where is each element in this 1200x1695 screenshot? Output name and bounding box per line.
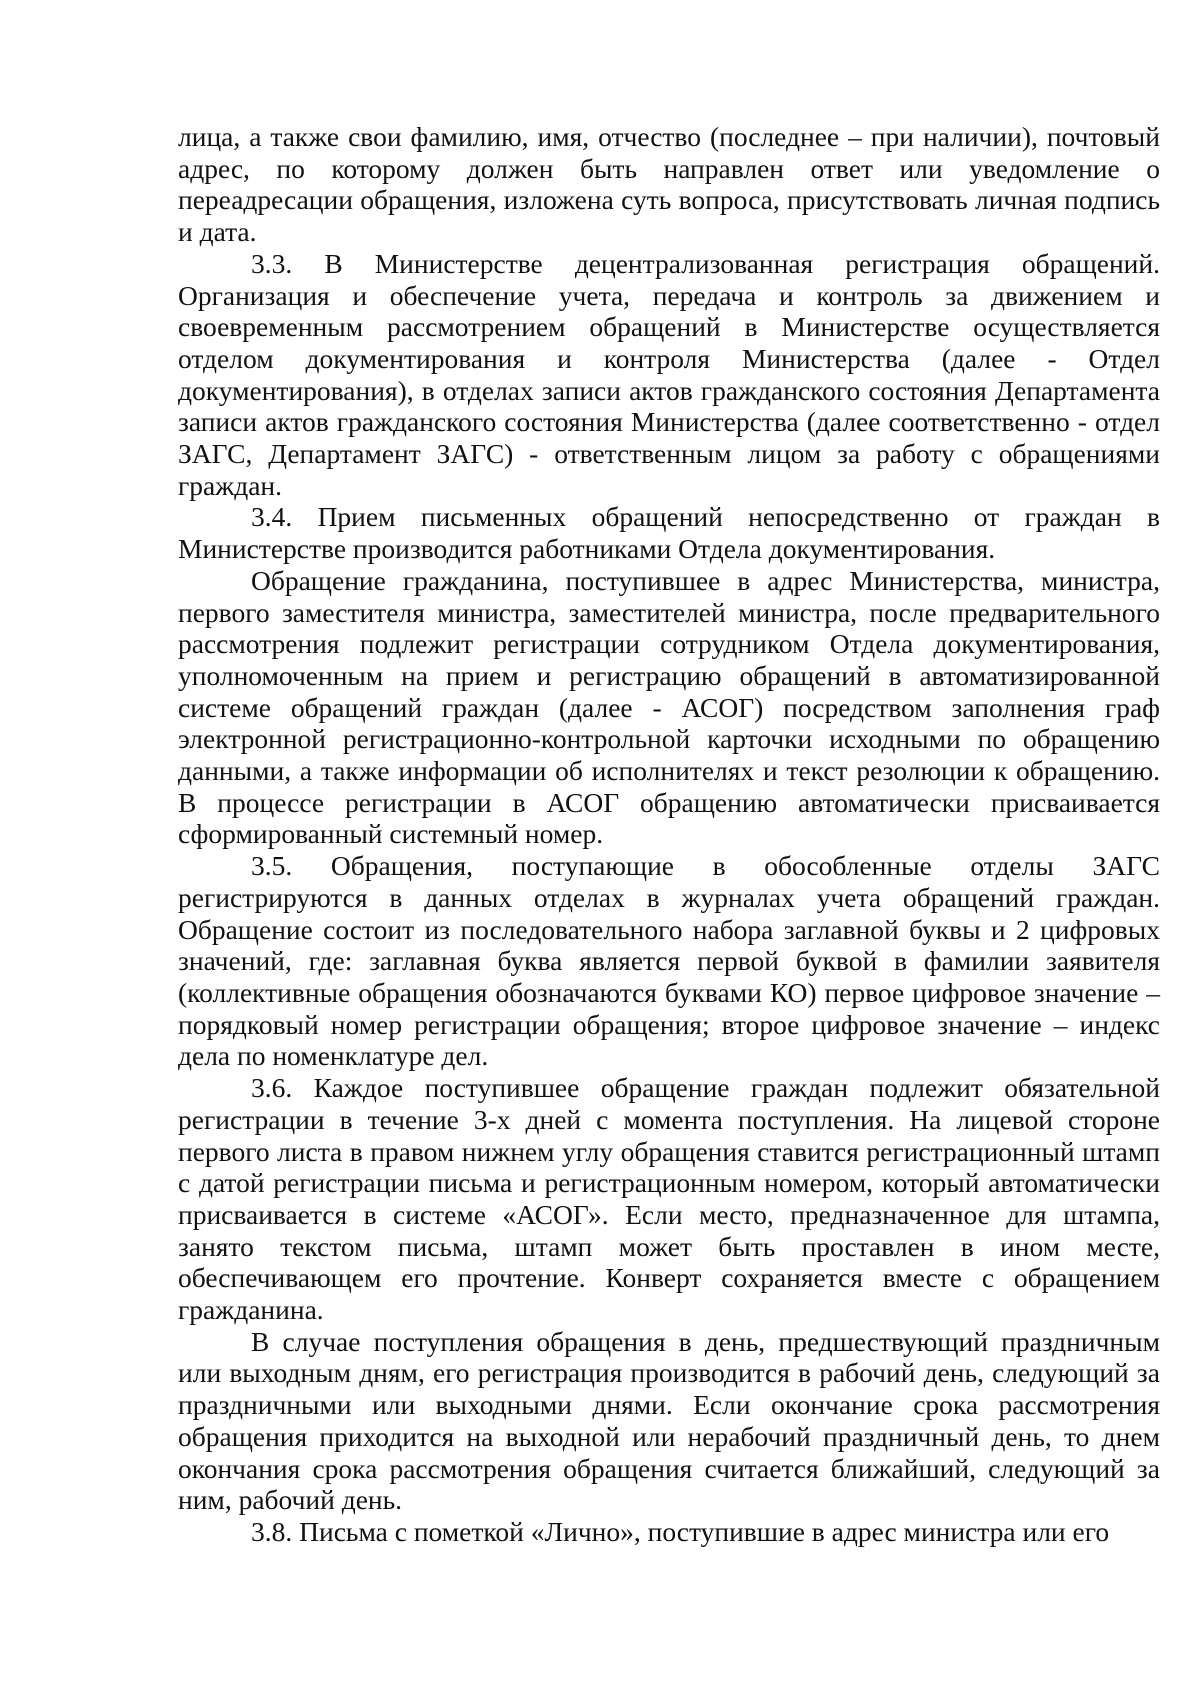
paragraph-continuation: лица, а также свои фамилию, имя, отчество (последнее – при наличии), почтовый адрес, по которому должен быть направлен ответ или уведомление о переадресации обращения, изложена суть вопроса, присутствовать личная подпись и дата.	[178, 121, 1160, 248]
paragraph-3-8: 3.8. Письма с пометкой «Лично», поступившие в адрес министра или его	[251, 1515, 1110, 1547]
paragraph-holidays: В случае поступления обращения в день, предшествующий праздничным или выходным дням, его регистрация производится в рабочий день, следующий за праздничными или выходными днями. Если окончание срока рассмотрения обращения приходится на выходной или нерабочий праздничный день, то днем окончания срока рассмотрения обращения считается ближайший, следующий за ним, рабочий день.	[178, 1325, 1160, 1516]
paragraph-3-3: 3.3. В Министерстве децентрализованная регистрация обращений. Организация и обеспечение учета, передача и контроль за движением и своевременным рассмотрением обращений в Министерстве осуществляется отделом документирования и контроля Министерства (далее - Отдел документирования), в отделах записи актов гражданского состояния Департамента записи актов гражданского состояния Министерства (далее соответственно - отдел ЗАГС, Департамент ЗАГС) - ответственным лицом за работу с обращениями граждан.	[178, 247, 1160, 501]
paragraph-registration: Обращение гражданина, поступившее в адрес Министерства, министра, первого заместителя министра, заместителей министра, после предварительного рассмотрения подлежит регистрации сотрудником Отдела документирования, уполномоченным на прием и регистрацию обращений в автоматизированной системе обращений граждан (далее - АСОГ) посредством заполнения граф электронной регистрационно-контрольной карточки исходными по обращению данными, а также информации об исполнителях и текст резолюции к обращению. В процессе регистрации в АСОГ обращению автоматически присваивается сформированный системный номер.	[178, 564, 1160, 850]
paragraph-3-6: 3.6. Каждое поступившее обращение граждан подлежит обязательной регистрации в течение 3-х дней с момента поступления. На лицевой стороне первого листа в правом нижнем углу обращения ставится регистрационный штамп с датой регистрации письма и регистрационным номером, который автоматически присваивается в системе «АСОГ». Если место, предназначенное для штампа, занято текстом письма, штамп может быть проставлен в ином месте, обеспечивающем его прочтение. Конверт сохраняется вместе с обращением гражданина.	[178, 1072, 1160, 1326]
paragraph-3-4: 3.4. Прием письменных обращений непосредственно от граждан в Министерстве производится работниками Отдела документирования.	[178, 501, 1160, 565]
paragraph-3-5: 3.5. Обращения, поступающие в обособленные отделы ЗАГС регистрируются в данных отделах в журналах учета обращений граждан. Обращение состоит из последовательного набора заглавной буквы и 2 цифровых значений, где: заглавная буква является первой буквой в фамилии заявителя (коллективные обращения обозначаются буквами КО) первое цифровое значение – порядковый номер регистрации обращения; второе цифровое значение – индекс дела по номенклатуре дел.	[178, 850, 1160, 1072]
document-page	[178, 121, 1160, 1548]
